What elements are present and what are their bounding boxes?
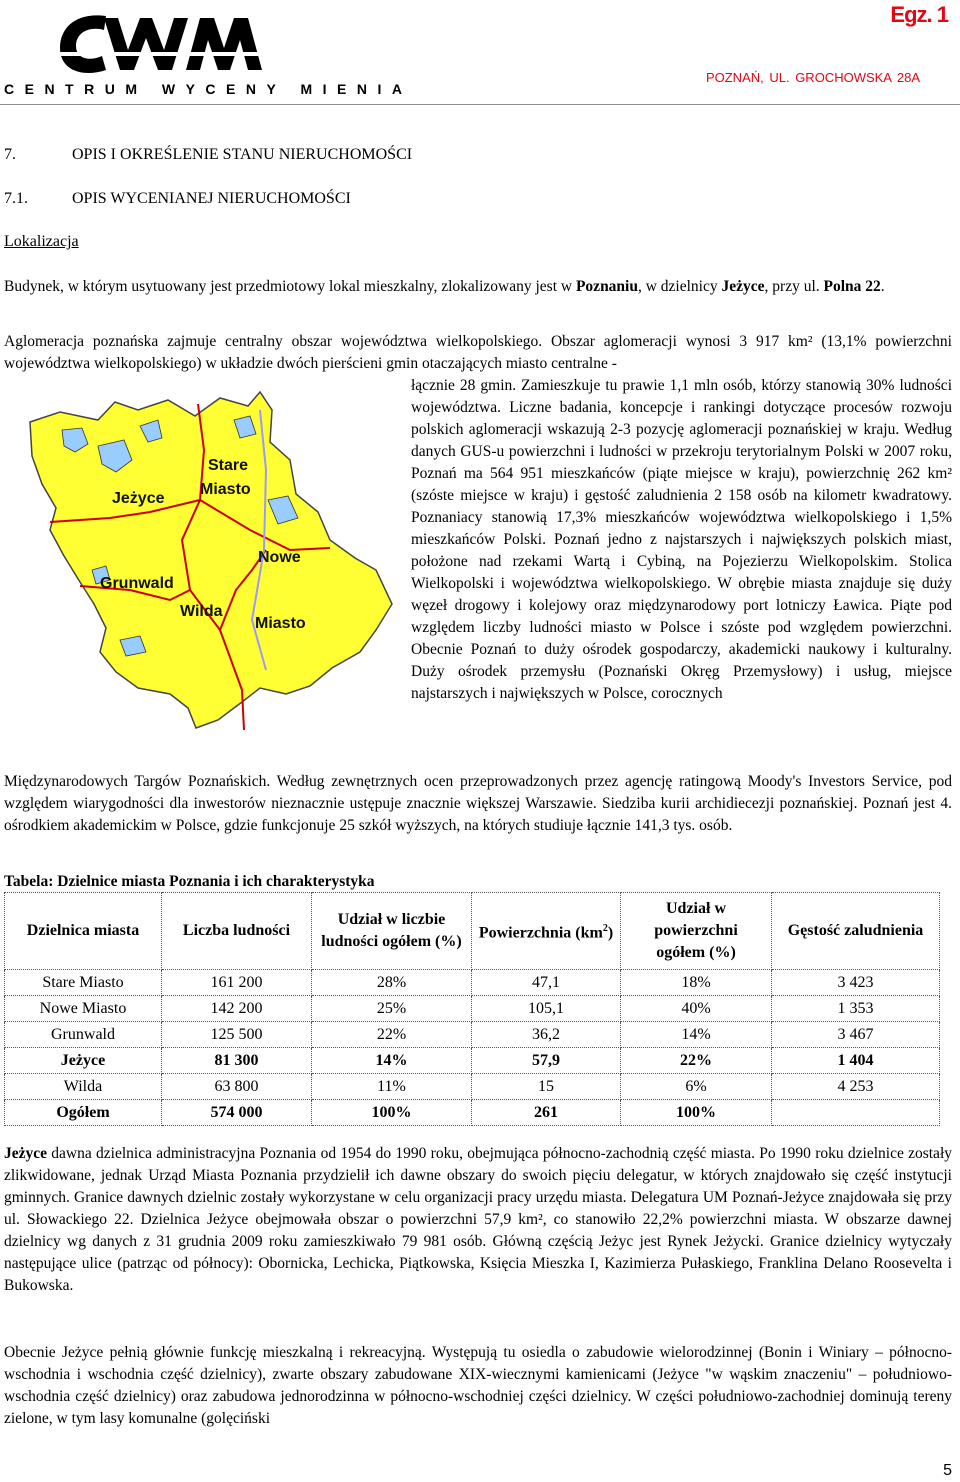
table-row [5,1022,940,1048]
table-cell: 47,1 [472,970,621,996]
table-cell: 3 467 [772,1022,940,1048]
table-cell: 18% [621,970,772,996]
location-paragraph: Budynek, w którym usytuowany jest przedmiotowy lokal mieszkalny, zlokalizowany jest w Poznaniu, w dzielnicy Jeżyce, przy ul. Polna 22. [4,278,885,295]
table-cell: 100% [621,1100,772,1126]
column-header: Powierzchnia $(km^2)$ [472,893,621,970]
table-cell: 63 800 [162,1074,312,1100]
agglomeration-paragraph-end: Międzynarodowych Targów Poznańskich. Według zewnętrznych ocen przeprowadzonych przez agencję ratingową Moody's Investors Service, pod względem wiarygodności dla inwestorów nieznacznie ustępuje znacznie większej Warszawie. Siedziba kurii archidiecezji poznańskiej. Poznań jest 4. ośrodkiem akademickim w Polsce, gdzie funkcjonuje 25 szkół wyższych, na których studiuje łącznie 141,3 tys. osób. [4,773,952,834]
table-cell: Jeżyce [5,1048,162,1074]
table-header-row [5,893,940,970]
map-label: Jeżyce [112,490,165,507]
subsection-heading [4,190,351,208]
table-cell: 261 [472,1100,621,1126]
column-header: Liczba ludności [162,893,312,970]
table-cell: 1 353 [772,996,940,1022]
subsection-number: 7.1. [4,190,28,207]
table-cell: 14% [621,1022,772,1048]
table-cell: Nowe Miasto [5,996,162,1022]
table-row [5,996,940,1022]
table-caption: Tabela: Dzielnice miasta Poznania i ich charakterystyka [4,873,375,890]
subsection-title: OPIS WYCENIANEJ NIERUCHOMOŚCI [72,190,351,207]
table-cell [772,1100,940,1126]
street-address: Polna 22 [823,278,881,295]
table-cell: 6% [621,1074,772,1100]
table-cell: 22% [312,1022,472,1048]
table-row [5,1074,940,1100]
section-title: OPIS I OKREŚLENIE STANU NIERUCHOMOŚCI [72,146,413,163]
table-cell: 15 [472,1074,621,1100]
section-number: 7. [4,146,16,163]
table-row [5,1048,940,1074]
map-label: Miasto [255,615,306,632]
column-header: Dzielnica miasta [5,893,162,970]
column-header: Udział w liczbie ludności ogółem (%) [312,893,472,970]
map-label: Grunwald [100,575,174,592]
table-cell: 100% [312,1100,472,1126]
section-heading [4,146,412,164]
map-label: Stare [208,457,249,474]
agglomeration-paragraph-continued: łącznie 28 gmin. Zamieszkuje tu prawie 1,1 mln osób, którzy stanowią 30% ludności województwa. Liczne badania, koncepcje i rankingi dotyczące procesów rozwoju polskich aglomeracji wskazują 2-3 pozycję aglomeracji poznańskiej w kraju. Według danych GUS-u powierzchni i ludności w przekroju terytorialnym Polski w 2007 roku, Poznań ma 564 951 mieszkańców (piąte miejsce w kraju), powierzchnię 262 km² (szóste miejsce w kraju) i gęstość zaludnienia 2 158 osób na kilometr kwadratowy. Poznaniacy stanowią 17,3% mieszkańców województwa wielkopolskiego i 1,5% mieszkańców Polski. Poznań jedno z najstarszych i największych polskich miast, położone nad rzekami Wartą i Cybiną, na Pojezierzu Wielkopolskim. Stolica Wielkopolski i województwa wielkopolskiego. W obrębie miasta znajduje się duży węzeł drogowy i kolejowy oraz międzynarodowy port lotniczy Ławica. Piąte pod względem liczby ludności miasto w Polsce i szóste pod względem powierzchni. Obecnie Poznań to duży ośrodek gospodarczy, akademicki naukowy i kulturalny. Duży ośrodek przemysłu (Poznański Okręg Przemysłowy) i usług, miejsce najstarszych i największych w Polsce, corocznych [411,377,952,702]
table-cell: Ogółem [5,1100,162,1126]
table-cell: 22% [621,1048,772,1074]
table-cell: 28% [312,970,472,996]
city-name: Poznaniu [575,278,638,295]
table-cell: 40% [621,996,772,1022]
jezyce-paragraph: Jeżyce dawna dzielnica administracyjna Poznania od 1954 do 1990 roku, obejmująca północno-zachodnią część miasta. Po 1990 roku dzielnice zostały zlikwidowane, jednak Urząd Miasta Poznania przydzielił ich dawne obszary do swoich pięciu delegatur, w których znajdowało się część instytucji gminnych. Granice dawnych dzielnic zostały wykorzystane w celu organizacji pracy urzędu miasta. Delegatura UM Poznań-Jeżyce znajdowała się przy ul. Słowackiego 22. Dzielnica Jeżyce obejmowała obszar o powierzchni 57,9 km², co stanowiło 22,2% powierzchni miasta. W obszarze dawnej dzielnicy wg danych z 31 grudnia 2009 roku zamieszkiwało 79 981 osób. Główną częścią Jeżyc jest Rynek Jeżycki. Granice dzielnicy wytyczały następujące ulice (patrząc od północy): Obornicka, Lechicka, Piątkowska, Księcia Mieszka I, Kazimierza Pułaskiego, Franklina Delano Roosevelta i Bukowska. [4,1145,952,1294]
jezyce-lead: Jeżyce [4,1145,48,1162]
map-label: Wilda [180,603,223,620]
column-header: Gęstość zaludnienia [772,893,940,970]
company-name: CENTRUM WYCENY MIENIA [4,81,413,97]
jezyce-function-paragraph: Obecnie Jeżyce pełnią głównie funkcję mieszkalną i rekreacyjną. Występują tu osiedla o zabudowie wielorodzinnej (Bonin i Winiary – północno-wschodnia i wschodnia część dzielnicy), zwarte obszary zabudowane XIX-wiecznymi kamienicami (Jeżyce "w wąskim znaczeniu" – południowo-wschodnia część dzielnicy) oraz zabudowa jednorodzinna w północno-wschodniej części dzielnicy. W części południowo-zachodniej dominują tereny zielone, w tym lasy komunalne (golęciński [4,1344,952,1427]
table-cell: 142 200 [162,996,312,1022]
header-divider [0,104,960,105]
districts-table [4,892,940,1126]
table-cell: 57,9 [472,1048,621,1074]
table-cell: 11% [312,1074,472,1100]
table-cell: 105,1 [472,996,621,1022]
table-cell: 574 000 [162,1100,312,1126]
table-cell: Grunwald [5,1022,162,1048]
table-cell: 25% [312,996,472,1022]
table-cell: 4 253 [772,1074,940,1100]
district-name: Jeżyce [721,278,765,295]
table-cell: 36,2 [472,1022,621,1048]
company-logo [58,8,268,85]
table-cell: Wilda [5,1074,162,1100]
table-cell: 1 404 [772,1048,940,1074]
map-label: Miasto [200,481,251,498]
exhibit-copy-label: Egz. 1 [890,2,948,27]
table-row [5,1100,940,1126]
location-subheading: Lokalizacja [4,233,79,250]
agglomeration-paragraph: Aglomeracja poznańska zajmuje centralny obszar województwa wielkopolskiego. Obszar aglomeracji wynosi 3 917 km² (13,1% powierzchni województwa wielkopolskiego) w układzie dwóch pierścieni gmin otaczających miasto centralne - [4,333,952,372]
column-header: Udział w powierzchni ogółem (%) [621,893,772,970]
table-cell: 161 200 [162,970,312,996]
district-map [20,390,405,740]
table-row [5,970,940,996]
page-number: 5 [943,1462,952,1479]
table-cell: 125 500 [162,1022,312,1048]
company-address: POZNAŃ, UL. GROCHOWSKA 28A [705,70,920,85]
table-cell: 14% [312,1048,472,1074]
map-label: Nowe [258,549,301,566]
table-cell: 81 300 [162,1048,312,1074]
table-cell: 3 423 [772,970,940,996]
table-cell: Stare Miasto [5,970,162,996]
